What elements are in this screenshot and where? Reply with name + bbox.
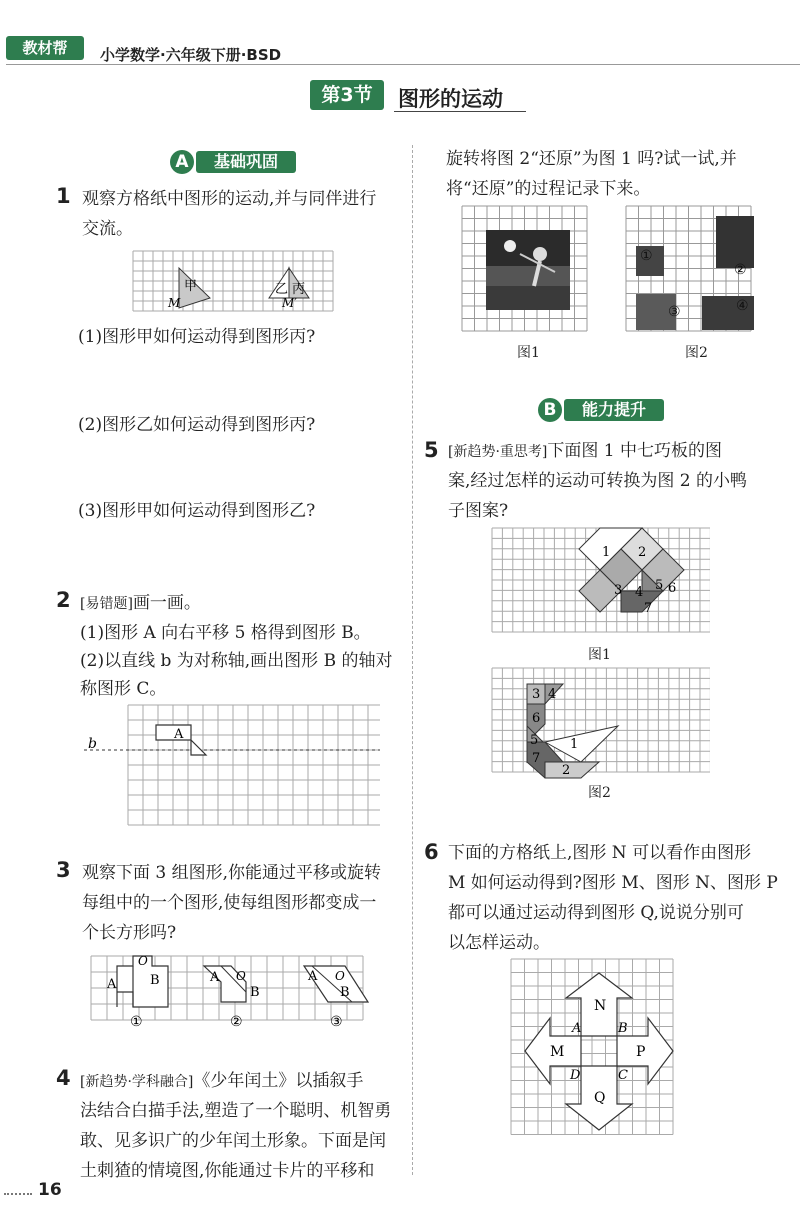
mark-3: ③ <box>668 304 681 320</box>
q1-number: 1 <box>56 184 71 208</box>
q5-text-1: 下面图 1 中七巧板的图 <box>547 441 723 461</box>
g2-label-o: O <box>236 969 246 983</box>
q4-caption-1: 图1 <box>517 345 540 361</box>
g2-label-b: B <box>250 985 260 1000</box>
mark-4: ④ <box>736 298 749 314</box>
label-p: P <box>636 1044 646 1060</box>
q5-figure-1 <box>490 526 710 642</box>
group-1 <box>106 954 168 1030</box>
q2-tag-bracket-close: ] <box>127 596 133 612</box>
g1-label-b: B <box>150 973 160 988</box>
q2-lead: 画一画。 <box>132 593 201 613</box>
duck-label-7: 7 <box>532 751 541 766</box>
label-a: A <box>174 727 184 742</box>
q4-tag-line <box>80 1066 363 1097</box>
q3-text-3: 个长方形吗? <box>82 923 177 943</box>
q4-text-4: 土刺猹的情境图,你能通过卡片的平移和 <box>80 1161 375 1181</box>
q5-number: 5 <box>424 438 439 462</box>
g2-label-a: A <box>210 970 220 985</box>
duck-label-5: 5 <box>530 733 539 748</box>
q2-tag-text: 易错题 <box>85 596 128 612</box>
piece-label-6: 6 <box>668 581 677 596</box>
label-m: M <box>168 296 181 310</box>
boy-icon <box>533 247 547 261</box>
section-number: 第3节 <box>310 80 384 110</box>
q2-sub-1: (1)图形 A 向右平移 5 格得到图形 B。 <box>80 623 371 643</box>
duck-label-6: 6 <box>532 711 541 726</box>
q2-number: 2 <box>56 588 71 612</box>
q5-caption-1: 图1 <box>588 647 611 663</box>
moon-icon <box>504 240 516 252</box>
q4-figure-2 <box>624 204 758 334</box>
q5-tag-line <box>448 436 722 467</box>
footer-dots <box>4 1193 32 1195</box>
q4-tag-bracket-close: ] <box>187 1074 194 1090</box>
label-b: b <box>88 736 97 752</box>
q4-caption-2: 图2 <box>685 345 708 361</box>
q4-text-1: 《少年闰土》以插叙手 <box>193 1071 364 1091</box>
q5-tag-bracket-close: ] <box>541 444 548 460</box>
q4-number: 4 <box>56 1066 71 1090</box>
g3-circle: ③ <box>330 1014 343 1030</box>
q1-text-1: 观察方格纸中图形的运动,并与同伴进行 <box>82 189 377 209</box>
q1-sub-1: (1)图形甲如何运动得到图形丙? <box>78 327 316 347</box>
q5-figure-2 <box>490 666 710 780</box>
piece-label-2: 2 <box>638 545 647 560</box>
section-heading <box>298 80 538 112</box>
label-jia: 甲 <box>184 279 198 294</box>
q1-grid-figure <box>132 250 334 312</box>
mark-1: ① <box>640 248 653 264</box>
piece-label-5: 5 <box>655 578 664 593</box>
q2-grid-figure <box>84 704 380 838</box>
part-a-title: 基础巩固 <box>196 151 296 173</box>
q4-tag-bracket-open: [ <box>80 1074 86 1090</box>
header-rule <box>6 64 800 65</box>
q4-text-2: 法结合白描手法,塑造了一个聪明、机智勇 <box>80 1101 392 1121</box>
card-2 <box>716 216 754 268</box>
piece-label-3: 3 <box>614 583 623 598</box>
g3-label-b: B <box>340 985 350 1000</box>
label-yi: 乙 <box>275 282 289 297</box>
q6-text-4: 以怎样运动。 <box>448 933 550 953</box>
column-divider <box>412 145 414 1175</box>
duck-label-3: 3 <box>532 687 541 702</box>
q5-tag-bracket-open: [ <box>448 444 454 460</box>
piece-label-4: 4 <box>635 585 644 600</box>
q4-figure-1 <box>460 204 598 334</box>
q3-text-2: 每组中的一个图形,使每组图形都变成一 <box>82 893 377 913</box>
duck-label-4: 4 <box>548 687 557 702</box>
q5-tag-text: 新趋势·重思考 <box>453 444 542 460</box>
q1-text-2: 交流。 <box>82 219 133 239</box>
g3-label-o: O <box>335 969 345 983</box>
q2-sub-2a: (2)以直线 b 为对称轴,画出图形 B 的轴对 <box>80 651 393 671</box>
q6-grid-figure <box>510 958 688 1144</box>
q6-number: 6 <box>424 840 439 864</box>
q4-cont-2: 将“还原”的过程记录下来。 <box>446 179 651 199</box>
q4-cont-1: 旋转将图 2“还原”为图 1 吗?试一试,并 <box>446 149 737 169</box>
part-b-title: 能力提升 <box>564 399 664 421</box>
q3-grid-figure <box>90 952 372 1030</box>
q6-text-1: 下面的方格纸上,图形 N 可以看作由图形 <box>448 843 752 863</box>
g3-label-a: A <box>308 969 318 984</box>
label-a: A <box>572 1021 582 1036</box>
duck-label-1: 1 <box>570 737 579 752</box>
q3-text-1: 观察下面 3 组图形,你能通过平移或旋转 <box>82 863 382 883</box>
g1-label-o: O <box>138 954 148 968</box>
piece-label-7: 7 <box>644 601 653 616</box>
g1-circle: ① <box>130 1014 143 1030</box>
label-n: N <box>594 998 607 1014</box>
piece-label-1: 1 <box>602 545 611 560</box>
g1-label-a: A <box>107 977 117 992</box>
q4-text-3: 敢、见多识广的少年闰土形象。下面是闰 <box>80 1131 386 1151</box>
duck-piece-2 <box>545 762 599 778</box>
label-d: D <box>570 1068 581 1083</box>
q6-text-3: 都可以通过运动得到图形 Q,说说分别可 <box>448 903 744 923</box>
q2-tag <box>80 588 201 619</box>
q6-text-2: M 如何运动得到?图形 M、图形 N、图形 P <box>448 873 778 893</box>
duck-label-2: 2 <box>562 763 571 778</box>
label-bing: 丙 <box>292 282 306 297</box>
label-b: B <box>618 1021 628 1036</box>
q1-sub-2: (2)图形乙如何运动得到图形丙? <box>78 415 316 435</box>
q2-tag-bracket-open: [ <box>80 596 86 612</box>
g2-circle: ② <box>230 1014 243 1030</box>
header-subtitle: 小学数学·六年级下册·BSD <box>100 46 282 64</box>
section-underline <box>394 111 526 112</box>
mark-2: ② <box>734 262 747 278</box>
q1-sub-3: (3)图形甲如何运动得到图形乙? <box>78 501 316 521</box>
label-m-prime: M′ <box>282 296 298 310</box>
label-c: C <box>618 1068 628 1083</box>
label-m: M <box>550 1044 565 1060</box>
q5-text-2: 案,经过怎样的运动可转换为图 2 的小鸭 <box>448 471 748 491</box>
q5-caption-2: 图2 <box>588 785 611 801</box>
header-badge: 教材帮 <box>6 36 84 60</box>
q2-sub-2b: 称图形 C。 <box>80 679 167 699</box>
part-b-letter: B <box>538 398 562 422</box>
section-title: 图形的运动 <box>398 87 503 111</box>
q4-tag-text: 新趋势·学科融合 <box>85 1074 188 1090</box>
label-q: Q <box>594 1090 606 1106</box>
part-a-letter: A <box>170 150 194 174</box>
q5-text-3: 子图案? <box>448 501 509 521</box>
q3-number: 3 <box>56 858 71 882</box>
page-number: 16 <box>38 1180 62 1200</box>
